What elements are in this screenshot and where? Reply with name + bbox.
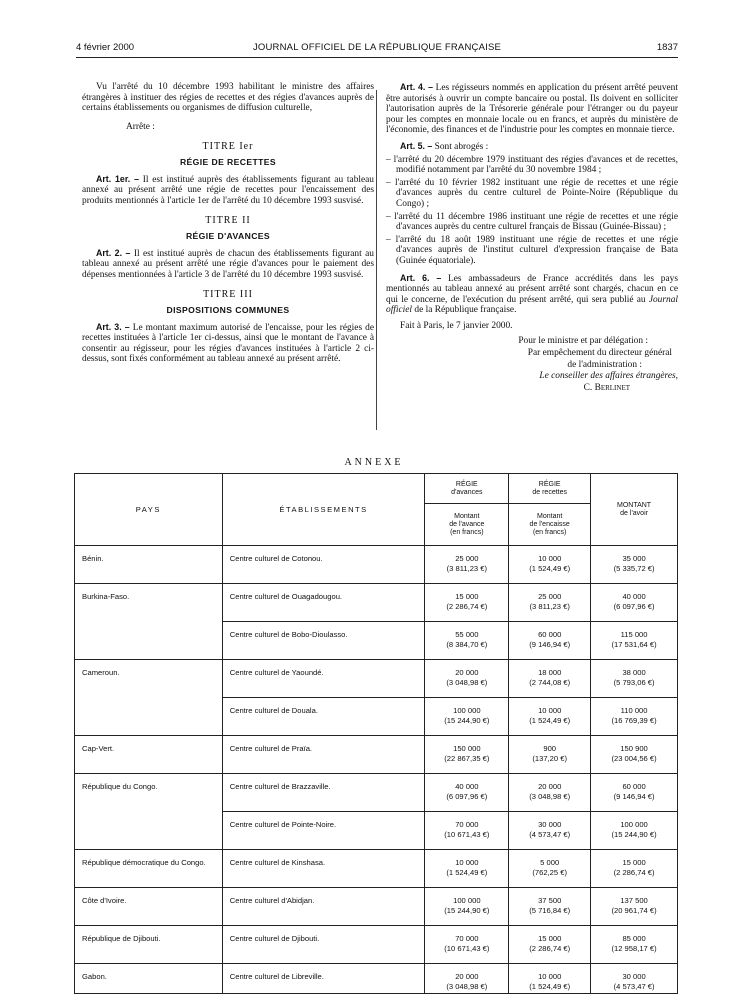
cell-etablissement: Centre culturel de Libreville.: [222, 964, 425, 994]
article-3-text: Le montant maximum autorisé de l'encaisse, pour les régies de recettes instituées à l'article 1er ci-dessus, ainsi que le montant de l'avance à consentir au régisseur, pour les régies d'avances instituées à l'article 2 ci-dessus, sont fixés conformément au tableau annexé au présent arrêté.: [82, 322, 374, 365]
cell-montant-avance-euros: (6 097,96 €): [446, 791, 488, 801]
cell-montant-encaisse: [509, 736, 591, 774]
table-row: [75, 546, 678, 584]
cell-etablissement: Centre culturel de Pointe-Noire.: [222, 812, 425, 850]
article-4-text: Les régisseurs nommés en application du présent arrêté peuvent être autorisés à ouvrir un compte bancaire ou postal. Ils doivent en solliciter l'autorisation auprès de la Trésorerie générale pour l'étranger ou du payeur pour les comptes en monnaie locale ou en francs, et auprès du ministère de l'économie, des finances et de l'industrie pour les comptes en monnaie tierce.: [386, 83, 678, 136]
col-header-pays: PAYS: [75, 474, 223, 546]
cell-pays: République de Djibouti.: [75, 926, 223, 964]
cell-montant-encaisse-euros: (4 573,47 €): [529, 829, 571, 839]
cell-montant-avance-euros: (15 244,90 €): [444, 905, 490, 915]
cell-montant-avance: [425, 546, 509, 584]
cell-montant-avoir-euros: (5 793,06 €): [613, 677, 655, 687]
table-row: [75, 584, 678, 622]
col-header-etablissements: ÉTABLISSEMENTS: [222, 474, 425, 546]
cell-montant-avance-francs: 40 000: [455, 782, 479, 791]
titre-2-subheading: RÉGIE D'AVANCES: [185, 230, 271, 241]
montant-avoir-sub: de l'avoir: [620, 509, 648, 517]
article-1-label: Art. 1er. –: [96, 173, 139, 184]
article-6-text: Les ambassadeurs de France accrédités dans les pays mentionnés au tableau annexé au présent arrêté sont chargés, chacun en ce qui le concerne, de l'exécution du présent arrêté, qui sera publié au: [386, 273, 678, 305]
cell-montant-avoir-euros: (2 286,74 €): [613, 867, 655, 877]
cell-montant-avance: [425, 888, 509, 926]
cell-montant-avance-euros: (15 244,90 €): [444, 715, 490, 725]
cell-montant-avance: [425, 698, 509, 736]
column-separator: [376, 90, 377, 430]
article-6-label: Art. 6. –: [400, 272, 442, 283]
table-row: [75, 850, 678, 888]
cell-montant-avoir-euros: (15 244,90 €): [611, 829, 657, 839]
table-row: [75, 888, 678, 926]
table-row: [75, 736, 678, 774]
cell-montant-avance: [425, 584, 509, 622]
cell-montant-avoir: [591, 888, 678, 926]
annexe-table: [74, 473, 678, 994]
cell-montant-encaisse-francs: 25 000: [538, 592, 562, 601]
table-row: [75, 926, 678, 964]
cell-montant-avoir-francs: 150 900: [620, 744, 648, 753]
abroge-item: – l'arrêté du 20 décembre 1979 instituant des régies d'avances et de recettes, modifié notamment par l'arrêté du 30 novembre 1984 ;: [386, 154, 678, 176]
cell-montant-encaisse: [509, 774, 591, 812]
article-5: [386, 141, 678, 153]
article-2-text: Il est institué auprès de chacun des établissements figurant au tableau annexé au présent arrêté une régie d'avances pour le paiement des dépenses mentionnées à l'article 3 de l'arrêté du 10 décembre 1993 susvisé.: [82, 248, 374, 280]
cell-montant-avance: [425, 736, 509, 774]
montant-encaisse-l1: Montant: [537, 512, 563, 520]
cell-montant-avance: [425, 926, 509, 964]
cell-montant-encaisse: [509, 812, 591, 850]
cell-montant-encaisse-euros: (1 524,49 €): [529, 563, 571, 573]
col-header-montant-avoir: [591, 474, 678, 546]
cell-montant-encaisse: [509, 964, 591, 994]
cell-montant-encaisse-francs: 15 000: [538, 934, 562, 943]
cell-montant-avoir-euros: (5 335,72 €): [613, 563, 655, 573]
cell-montant-encaisse-euros: (1 524,49 €): [529, 715, 571, 725]
cell-montant-encaisse-francs: 18 000: [538, 668, 562, 677]
titre-3-subheading: DISPOSITIONS COMMUNES: [166, 304, 290, 315]
cell-etablissement: Centre culturel de Douala.: [222, 698, 425, 736]
titre-2-heading: TITRE II: [205, 215, 251, 227]
col-header-regie-avances: [425, 474, 509, 504]
cell-montant-encaisse-euros: (762,25 €): [532, 867, 567, 877]
article-6: [386, 273, 678, 316]
cell-montant-avance-euros: (3 811,23 €): [446, 563, 488, 573]
article-6-text-end: de la République française.: [412, 305, 517, 316]
cell-montant-avance: [425, 850, 509, 888]
cell-montant-avance: [425, 812, 509, 850]
arrete-label: Arrête :: [126, 121, 155, 132]
abroge-item: – l'arrêté du 18 août 1989 instituant une régie de recettes et une régie d'avances auprès de l'institut culturel d'expression française de Bata (Guinée équatoriale).: [386, 234, 678, 266]
cell-montant-encaisse: [509, 660, 591, 698]
cell-montant-avance-francs: 20 000: [455, 972, 479, 981]
cell-etablissement: Centre culturel de Ouagadougou.: [222, 584, 425, 622]
header-page-number: 1837: [656, 42, 678, 53]
article-2: [82, 248, 374, 281]
cell-montant-avoir-francs: 137 500: [620, 896, 648, 905]
cell-montant-avoir-euros: (12 958,17 €): [611, 943, 657, 953]
cell-montant-avoir: [591, 584, 678, 622]
regie-recettes-label: RÉGIE: [538, 480, 561, 488]
cell-montant-avance-francs: 20 000: [455, 668, 479, 677]
cell-montant-avoir-francs: 40 000: [622, 592, 646, 601]
cell-montant-encaisse-euros: (2 286,74 €): [529, 943, 571, 953]
signature-line-3: de l'administration :: [567, 359, 642, 370]
cell-montant-avance: [425, 660, 509, 698]
cell-montant-avance-francs: 25 000: [455, 554, 479, 563]
header-journal-title: JOURNAL OFFICIEL DE LA RÉPUBLIQUE FRANÇAISE: [252, 42, 502, 53]
montant-encaisse-l3: (en francs): [532, 528, 567, 536]
cell-montant-avoir: [591, 964, 678, 994]
cell-etablissement: Centre culturel de Praïa.: [222, 736, 425, 774]
titre-3-heading: TITRE III: [203, 289, 253, 301]
cell-montant-avoir-francs: 60 000: [622, 782, 646, 791]
cell-montant-encaisse: [509, 546, 591, 584]
cell-montant-avoir: [591, 926, 678, 964]
titre-1-subheading: RÉGIE DE RECETTES: [179, 156, 277, 167]
cell-montant-avance: [425, 964, 509, 994]
signature-line-1: Pour le ministre et par délégation :: [518, 336, 648, 347]
cell-montant-encaisse: [509, 926, 591, 964]
cell-montant-avoir-francs: 85 000: [622, 934, 646, 943]
right-column: [386, 82, 678, 394]
cell-montant-encaisse-euros: (1 524,49 €): [529, 981, 571, 991]
cell-montant-encaisse-euros: (5 716,84 €): [529, 905, 571, 915]
cell-montant-encaisse-francs: 30 000: [538, 820, 562, 829]
cell-montant-avance-francs: 150 000: [453, 744, 481, 753]
annexe-title: ANNEXE: [344, 457, 404, 468]
cell-montant-encaisse-euros: (2 744,08 €): [529, 677, 571, 687]
cell-montant-encaisse: [509, 888, 591, 926]
cell-montant-avance: [425, 774, 509, 812]
cell-montant-avance-euros: (1 524,49 €): [446, 867, 488, 877]
cell-montant-encaisse-francs: 10 000: [538, 554, 562, 563]
cell-montant-avance-francs: 10 000: [455, 858, 479, 867]
cell-montant-avance-euros: (2 286,74 €): [446, 601, 488, 611]
journal-officiel-italic: Journal officiel: [386, 294, 678, 316]
cell-pays: République du Congo.: [75, 774, 223, 850]
cell-montant-avance-euros: (22 867,35 €): [444, 753, 490, 763]
cell-montant-avance-francs: 70 000: [455, 934, 479, 943]
abroge-item: – l'arrêté du 11 décembre 1986 instituant une régie de recettes et une régie d'avances auprès du centre culturel français de Bissau (Guinée-Bissau) ;: [386, 211, 678, 233]
cell-montant-avoir-francs: 110 000: [620, 706, 648, 715]
cell-montant-avoir-francs: 30 000: [622, 972, 646, 981]
cell-montant-avoir-euros: (16 769,39 €): [611, 715, 657, 725]
cell-pays: Côte d'Ivoire.: [75, 888, 223, 926]
cell-montant-encaisse-francs: 10 000: [538, 706, 562, 715]
cell-montant-avoir: [591, 698, 678, 736]
cell-etablissement: Centre culturel de Brazzaville.: [222, 774, 425, 812]
cell-montant-avance-francs: 15 000: [455, 592, 479, 601]
cell-montant-encaisse-euros: (3 811,23 €): [529, 601, 570, 611]
montant-avance-l2: de l'avance: [449, 520, 485, 528]
header-date: 4 février 2000: [76, 42, 135, 53]
col-header-montant-encaisse: [509, 504, 591, 546]
cell-montant-avoir: [591, 850, 678, 888]
cell-pays: Bénin.: [75, 546, 223, 584]
cell-montant-encaisse: [509, 850, 591, 888]
cell-montant-encaisse-euros: (3 048,98 €): [529, 791, 571, 801]
cell-montant-avance-euros: (8 384,70 €): [446, 639, 488, 649]
cell-montant-encaisse: [509, 622, 591, 660]
table-row: [75, 964, 678, 994]
signature-line-4: Le conseiller des affaires étrangères,: [539, 371, 678, 382]
table-row: [75, 774, 678, 812]
abroge-item: – l'arrêté du 10 février 1982 instituant une régie de recettes et une régie d'avances auprès du centre culturel de Pointe-Noire (République du Congo) ;: [386, 177, 678, 209]
signature-line-2: Par empêchement du directeur général: [527, 348, 672, 359]
cell-montant-avance-euros: (10 671,43 €): [444, 943, 490, 953]
cell-montant-avoir: [591, 660, 678, 698]
cell-pays: République démocratique du Congo.: [75, 850, 223, 888]
article-3-label: Art. 3. –: [96, 321, 130, 332]
cell-montant-encaisse-francs: 37 500: [538, 896, 562, 905]
cell-etablissement: Centre culturel de Yaoundé.: [222, 660, 425, 698]
article-4: [386, 82, 678, 136]
cell-montant-encaisse-francs: 900: [543, 744, 557, 753]
table-row: [75, 660, 678, 698]
cell-pays: Cameroun.: [75, 660, 223, 736]
cell-montant-avoir-euros: (6 097,96 €): [613, 601, 655, 611]
cell-montant-avoir-francs: 38 000: [622, 668, 646, 677]
regie-recettes-sub: de recettes: [532, 488, 567, 496]
page-header: [76, 42, 678, 56]
regie-avances-label: RÉGIE: [455, 480, 478, 488]
cell-etablissement: Centre culturel de Bobo-Dioulasso.: [222, 622, 425, 660]
article-5-text: Sont abrogés :: [432, 141, 489, 152]
col-header-montant-avance: [425, 504, 509, 546]
cell-montant-avoir-francs: 15 000: [622, 858, 646, 867]
cell-montant-encaisse-euros: (9 146,94 €): [529, 639, 571, 649]
montant-avance-l1: Montant: [454, 512, 480, 520]
fait-a-paris: Fait à Paris, le 7 janvier 2000.: [400, 320, 513, 331]
article-5-label: Art. 5. –: [400, 140, 433, 151]
cell-montant-avance-francs: 100 000: [453, 706, 481, 715]
cell-montant-avoir-francs: 115 000: [620, 630, 648, 639]
cell-montant-avoir-francs: 35 000: [622, 554, 646, 563]
cell-montant-encaisse-francs: 60 000: [538, 630, 562, 639]
vu-paragraph: Vu l'arrêté du 10 décembre 1993 habilitant le ministre des affaires étrangères à instituer des régies de recettes et des régies d'avances auprès de certains établissements ou organismes de diffusion culturelle,: [82, 82, 374, 114]
cell-montant-avance-euros: (10 671,43 €): [444, 829, 490, 839]
regie-avances-sub: d'avances: [451, 488, 483, 496]
header-rule: [76, 57, 678, 58]
cell-montant-avance: [425, 622, 509, 660]
cell-montant-avance-francs: 70 000: [455, 820, 479, 829]
cell-montant-encaisse-francs: 10 000: [538, 972, 562, 981]
col-header-regie-recettes: [509, 474, 591, 504]
article-1-text: Il est institué auprès des établissements figurant au tableau annexé au présent arrêté une régie de recettes pour l'encaissement des produits mentionnés à l'article 1er de l'arrêté du 10 décembre 1993 susvisé.: [82, 174, 374, 206]
article-3: [82, 322, 374, 365]
signatory-name: C. Berlinet: [583, 382, 630, 393]
cell-montant-encaisse: [509, 584, 591, 622]
cell-montant-encaisse: [509, 698, 591, 736]
cell-montant-encaisse-francs: 5 000: [540, 858, 560, 867]
article-2-label: Art. 2. –: [96, 247, 131, 258]
cell-etablissement: Centre culturel de Cotonou.: [222, 546, 425, 584]
cell-montant-avoir-euros: (4 573,47 €): [613, 981, 655, 991]
cell-pays: Gabon.: [75, 964, 223, 994]
cell-montant-avoir-euros: (23 004,56 €): [611, 753, 657, 763]
cell-montant-avance-francs: 55 000: [455, 630, 479, 639]
cell-montant-avoir-francs: 100 000: [620, 820, 648, 829]
cell-montant-encaisse-euros: (137,20 €): [532, 753, 567, 763]
cell-montant-encaisse-francs: 20 000: [538, 782, 562, 791]
montant-avance-l3: (en francs): [450, 528, 484, 536]
cell-montant-avoir: [591, 736, 678, 774]
cell-etablissement: Centre culturel d'Abidjan.: [222, 888, 425, 926]
cell-pays: Cap-Vert.: [75, 736, 223, 774]
article-4-label: Art. 4. –: [400, 82, 433, 92]
cell-etablissement: Centre culturel de Kinshasa.: [222, 850, 425, 888]
cell-montant-avoir: [591, 546, 678, 584]
cell-montant-avance-euros: (3 048,98 €): [446, 677, 488, 687]
cell-montant-avoir-euros: (17 531,64 €): [611, 639, 657, 649]
annexe-table-body: [75, 546, 678, 994]
cell-montant-avance-euros: (3 048,98 €): [446, 981, 488, 991]
cell-montant-avance-francs: 100 000: [453, 896, 481, 905]
cell-montant-avoir: [591, 622, 678, 660]
cell-montant-avoir-euros: (20 961,74 €): [611, 905, 657, 915]
cell-pays: Burkina-Faso.: [75, 584, 223, 660]
montant-encaisse-l2: de l'encaisse: [529, 520, 570, 528]
left-column: [82, 82, 374, 370]
titre-1-heading: TITRE Ier: [202, 141, 254, 153]
cell-etablissement: Centre culturel de Djibouti.: [222, 926, 425, 964]
cell-montant-avoir-euros: (9 146,94 €): [613, 791, 655, 801]
article-1: [82, 174, 374, 207]
cell-montant-avoir: [591, 812, 678, 850]
cell-montant-avoir: [591, 774, 678, 812]
montant-avoir-label: MONTANT: [617, 501, 652, 509]
